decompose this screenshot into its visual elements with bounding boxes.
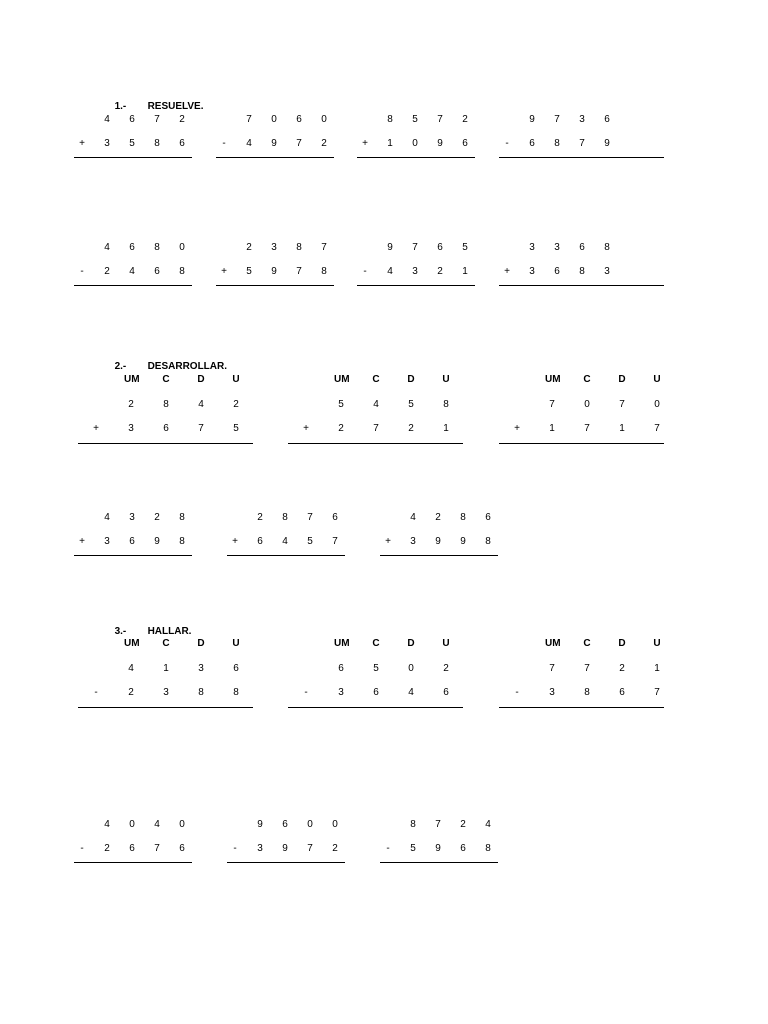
sum-line (78, 443, 253, 444)
operator-sign: + (79, 138, 85, 149)
place-value-label: U (232, 638, 240, 649)
digit: 0 (307, 819, 313, 830)
digit: 7 (579, 138, 585, 149)
sum-line (380, 555, 498, 556)
sum-line (357, 157, 475, 158)
digit: 7 (296, 138, 302, 149)
digit: 1 (443, 423, 449, 434)
digit: 2 (246, 242, 252, 253)
digit: 2 (179, 114, 185, 125)
digit: 6 (129, 114, 135, 125)
place-value-label: U (232, 374, 240, 385)
digit: 6 (129, 536, 135, 547)
place-value-label: D (197, 638, 205, 649)
section-2-heading (109, 350, 227, 372)
digit: 0 (129, 819, 135, 830)
digit: 2 (233, 399, 239, 410)
sum-line (216, 157, 334, 158)
place-value-label: C (583, 638, 591, 649)
digit: 4 (128, 663, 134, 674)
digit: 8 (154, 242, 160, 253)
digit: 2 (619, 663, 625, 674)
operator-sign: - (304, 687, 308, 698)
operator-sign: + (385, 536, 391, 547)
digit: 4 (129, 266, 135, 277)
digit: 9 (282, 843, 288, 854)
place-value-label: U (442, 638, 450, 649)
digit: 7 (435, 819, 441, 830)
digit: 9 (271, 138, 277, 149)
section-2-title: DESARROLLAR. (147, 361, 228, 372)
sum-line (499, 285, 664, 286)
digit: 6 (332, 512, 338, 523)
section-1-title: RESUELVE. (147, 101, 204, 112)
sum-line (78, 707, 253, 708)
digit: 0 (179, 242, 185, 253)
sum-line (74, 157, 192, 158)
digit: 4 (282, 536, 288, 547)
digit: 9 (154, 536, 160, 547)
digit: 8 (485, 536, 491, 547)
digit: 3 (554, 242, 560, 253)
digit: 8 (179, 536, 185, 547)
digit: 2 (443, 663, 449, 674)
sum-line (499, 157, 664, 158)
digit: 7 (437, 114, 443, 125)
place-value-label: C (372, 374, 380, 385)
digit: 6 (338, 663, 344, 674)
digit: 9 (460, 536, 466, 547)
digit: 9 (435, 843, 441, 854)
digit: 0 (654, 399, 660, 410)
digit: 7 (549, 399, 555, 410)
place-value-label: D (618, 638, 626, 649)
digit: 1 (163, 663, 169, 674)
digit: 5 (129, 138, 135, 149)
digit: 6 (437, 242, 443, 253)
digit: 6 (154, 266, 160, 277)
digit: 7 (154, 843, 160, 854)
sum-line (357, 285, 475, 286)
digit: 4 (198, 399, 204, 410)
digit: 6 (129, 843, 135, 854)
sum-line (74, 862, 192, 863)
digit: 9 (435, 536, 441, 547)
digit: 1 (619, 423, 625, 434)
operator-sign: - (80, 843, 84, 854)
place-value-label: U (653, 638, 661, 649)
digit: 8 (579, 266, 585, 277)
digit: 3 (198, 663, 204, 674)
operator-sign: - (386, 843, 390, 854)
operator-sign: + (232, 536, 238, 547)
digit: 8 (584, 687, 590, 698)
place-value-label: C (162, 374, 170, 385)
place-value-label: UM (545, 638, 561, 649)
sum-line (74, 555, 192, 556)
digit: 3 (549, 687, 555, 698)
digit: 5 (408, 399, 414, 410)
place-value-label: D (618, 374, 626, 385)
digit: 3 (257, 843, 263, 854)
digit: 3 (128, 423, 134, 434)
digit: 6 (179, 138, 185, 149)
digit: 2 (128, 399, 134, 410)
digit: 6 (443, 687, 449, 698)
digit: 3 (129, 512, 135, 523)
digit: 1 (549, 423, 555, 434)
digit: 1 (387, 138, 393, 149)
digit: 9 (387, 242, 393, 253)
digit: 8 (282, 512, 288, 523)
digit: 8 (410, 819, 416, 830)
digit: 7 (654, 687, 660, 698)
digit: 7 (307, 512, 313, 523)
digit: 2 (408, 423, 414, 434)
digit: 7 (154, 114, 160, 125)
digit: 4 (104, 242, 110, 253)
operator-sign: + (362, 138, 368, 149)
digit: 4 (154, 819, 160, 830)
digit: 3 (604, 266, 610, 277)
sum-line (288, 707, 463, 708)
sum-line (499, 443, 664, 444)
digit: 1 (462, 266, 468, 277)
digit: 0 (179, 819, 185, 830)
place-value-label: D (407, 374, 415, 385)
operator-sign: - (222, 138, 226, 149)
digit: 8 (233, 687, 239, 698)
digit: 3 (579, 114, 585, 125)
place-value-label: C (162, 638, 170, 649)
digit: 0 (408, 663, 414, 674)
digit: 2 (437, 266, 443, 277)
digit: 4 (373, 399, 379, 410)
digit: 9 (257, 819, 263, 830)
digit: 0 (584, 399, 590, 410)
digit: 8 (443, 399, 449, 410)
digit: 1 (654, 663, 660, 674)
digit: 6 (554, 266, 560, 277)
section-1-number: 1.- (114, 101, 127, 112)
digit: 4 (485, 819, 491, 830)
digit: 5 (233, 423, 239, 434)
digit: 6 (485, 512, 491, 523)
digit: 3 (529, 242, 535, 253)
digit: 7 (549, 663, 555, 674)
digit: 4 (408, 687, 414, 698)
digit: 7 (198, 423, 204, 434)
operator-sign: - (80, 266, 84, 277)
place-value-label: UM (334, 374, 350, 385)
operator-sign: - (515, 687, 519, 698)
digit: 7 (332, 536, 338, 547)
operator-sign: + (504, 266, 510, 277)
digit: 7 (584, 663, 590, 674)
digit: 4 (104, 819, 110, 830)
place-value-label: D (197, 374, 205, 385)
operator-sign: + (93, 423, 99, 434)
digit: 7 (246, 114, 252, 125)
digit: 8 (296, 242, 302, 253)
place-value-label: UM (124, 374, 140, 385)
section-2-number: 2.- (114, 361, 127, 372)
place-value-label: UM (124, 638, 140, 649)
digit: 7 (619, 399, 625, 410)
operator-sign: + (514, 423, 520, 434)
digit: 4 (104, 114, 110, 125)
digit: 5 (373, 663, 379, 674)
digit: 2 (462, 114, 468, 125)
digit: 0 (412, 138, 418, 149)
digit: 8 (554, 138, 560, 149)
digit: 6 (282, 819, 288, 830)
digit: 3 (104, 138, 110, 149)
digit: 6 (179, 843, 185, 854)
sum-line (380, 862, 498, 863)
sum-line (288, 443, 463, 444)
digit: 5 (246, 266, 252, 277)
digit: 7 (412, 242, 418, 253)
digit: 5 (410, 843, 416, 854)
digit: 3 (410, 536, 416, 547)
section-3-heading (109, 615, 191, 637)
digit: 9 (271, 266, 277, 277)
digit: 6 (579, 242, 585, 253)
digit: 8 (321, 266, 327, 277)
digit: 3 (412, 266, 418, 277)
digit: 8 (387, 114, 393, 125)
place-value-label: UM (545, 374, 561, 385)
digit: 2 (332, 843, 338, 854)
digit: 9 (604, 138, 610, 149)
digit: 2 (321, 138, 327, 149)
digit: 6 (163, 423, 169, 434)
section-3-number: 3.- (114, 626, 127, 637)
digit: 8 (460, 512, 466, 523)
operator-sign: - (233, 843, 237, 854)
place-value-label: U (442, 374, 450, 385)
digit: 6 (129, 242, 135, 253)
digit: 6 (373, 687, 379, 698)
digit: 0 (271, 114, 277, 125)
digit: 6 (460, 843, 466, 854)
digit: 8 (485, 843, 491, 854)
digit: 2 (257, 512, 263, 523)
digit: 0 (332, 819, 338, 830)
digit: 2 (460, 819, 466, 830)
digit: 8 (604, 242, 610, 253)
digit: 8 (198, 687, 204, 698)
sum-line (74, 285, 192, 286)
digit: 3 (338, 687, 344, 698)
digit: 9 (437, 138, 443, 149)
digit: 5 (412, 114, 418, 125)
digit: 7 (654, 423, 660, 434)
digit: 6 (619, 687, 625, 698)
digit: 8 (179, 512, 185, 523)
digit: 5 (307, 536, 313, 547)
digit: 5 (338, 399, 344, 410)
digit: 7 (584, 423, 590, 434)
digit: 4 (246, 138, 252, 149)
digit: 7 (307, 843, 313, 854)
digit: 2 (338, 423, 344, 434)
digit: 8 (154, 138, 160, 149)
digit: 7 (554, 114, 560, 125)
operator-sign: - (505, 138, 509, 149)
digit: 2 (104, 266, 110, 277)
digit: 7 (321, 242, 327, 253)
operator-sign: - (363, 266, 367, 277)
digit: 8 (163, 399, 169, 410)
sum-line (227, 555, 345, 556)
operator-sign: + (79, 536, 85, 547)
digit: 3 (163, 687, 169, 698)
digit: 0 (321, 114, 327, 125)
digit: 7 (296, 266, 302, 277)
place-value-label: UM (334, 638, 350, 649)
digit: 6 (462, 138, 468, 149)
digit: 6 (233, 663, 239, 674)
digit: 2 (104, 843, 110, 854)
digit: 3 (104, 536, 110, 547)
digit: 2 (435, 512, 441, 523)
digit: 3 (529, 266, 535, 277)
digit: 5 (462, 242, 468, 253)
section-3-title: HALLAR. (147, 626, 192, 637)
place-value-label: U (653, 374, 661, 385)
digit: 7 (373, 423, 379, 434)
digit: 8 (179, 266, 185, 277)
sum-line (227, 862, 345, 863)
digit: 4 (104, 512, 110, 523)
digit: 6 (296, 114, 302, 125)
digit: 2 (128, 687, 134, 698)
digit: 2 (154, 512, 160, 523)
digit: 6 (604, 114, 610, 125)
sum-line (499, 707, 664, 708)
digit: 6 (257, 536, 263, 547)
section-1-heading (109, 90, 204, 112)
digit: 6 (529, 138, 535, 149)
operator-sign: + (221, 266, 227, 277)
digit: 9 (529, 114, 535, 125)
operator-sign: + (303, 423, 309, 434)
digit: 3 (271, 242, 277, 253)
place-value-label: C (372, 638, 380, 649)
sum-line (216, 285, 334, 286)
place-value-label: D (407, 638, 415, 649)
operator-sign: - (94, 687, 98, 698)
digit: 4 (410, 512, 416, 523)
digit: 4 (387, 266, 393, 277)
place-value-label: C (583, 374, 591, 385)
